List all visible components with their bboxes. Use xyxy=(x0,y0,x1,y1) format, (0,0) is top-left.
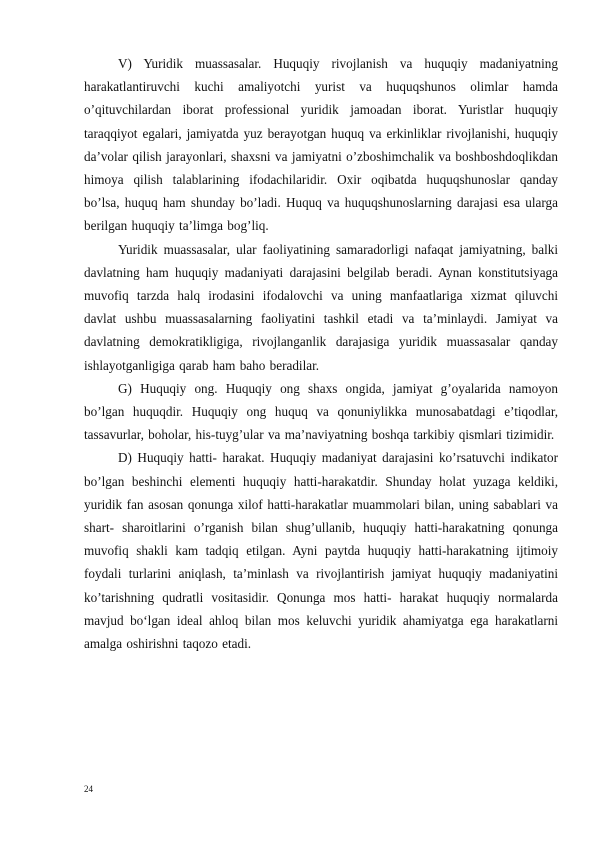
paragraph-legal-behavior: D) Huquqiy hatti- harakat. Huquqiy madaniyat darajasini ko’rsatuvchi indikator bo’lgan beshinchi elementi huquqiy hatti-harakatdir. Shunday holat yuzaga keldiki, yuridik fan asosan qonunga xilof hatti-harakatlar muammolari bilan, uning sabablari va shart- sharoitlarini o’rganish bilan shug’ullanib, huquqiy hatti-harakatning qonunga muvofiq shakli kam tadqiq etilgan. Ayni paytda huquqiy hatti-harakatning ijtimoiy foydali turlarini aniqlash, ta’minlash va rivojlantirish jamiyat huquqiy madaniyatini ko’tarishning qudratli vositasidir. Qonunga mos hatti- harakat huquqiy normalarda mavjud bo‘lgan ideal ahloq bilan mos keluvchi yuridik ahamiyatga ega harakatlarni amalga oshirishni taqozo etadi. xyxy=(84,450,558,652)
paragraph-legal-consciousness: G) Huquqiy ong. Huquqiy ong shaxs ongida, jamiyat g’oyalarida namoyon bo’lgan huquqdir. Huquqiy ong huquq va qonuniylikka munosabatdagi e’tiqodlar, tassavurlar, boholar, his-tuyg’ular va ma’naviyatning boshqa tarkibiy qismlari tizimidir. xyxy=(84,380,558,443)
paragraph-legal-institutions: V) Yuridik muassasalar. Huquqiy rivojlanish va huquqiy madaniyatning harakatlantiruvchi kuchi amaliyotchi yurist va huquqshunos olimlar hamda o’qituvchilardan iborat professional yuridik jamoadan iborat. Yuristlar huquqiy taraqqiyot egalari, jamiyatda yuz berayotgan huquq va erkinliklar rivojlanishi, huquqiy da’volar qilish jarayonlari, shaxsni va jamiyatni o’zboshimchalik va boshboshdoqlikdan himoya qilish talablarining ifodachilaridir. Oxir oqibatda huquqshunoslar qanday bo’lsa, huquq ham shunday bo’ladi. Huquq va huquqshunoslarning darajasi esa ularga berilgan huquqiy ta’limga bog’liq. xyxy=(84,56,558,234)
page-number: 24 xyxy=(84,784,93,794)
paragraph-institution-efficiency: Yuridik muassasalar, ular faoliyatining samaradorligi nafaqat jamiyatning, balki davlatning ham huquqiy madaniyati darajasini belgilab beradi. Aynan konstitutsiyaga muvofiq tarzda halq irodasini ifodalovchi va uning manfaatlariga xizmat qiluvchi davlat ushbu muassasalarning faoliyatini tashkil etadi va ta’minlaydi. Jamiyat va davlatning demokratikligiga, rivojlanganlik darajasiga yuridik muassasalar qanday ishlayotganligiga qarab ham baho beradilar. xyxy=(84,241,558,373)
document-page xyxy=(84,52,558,655)
